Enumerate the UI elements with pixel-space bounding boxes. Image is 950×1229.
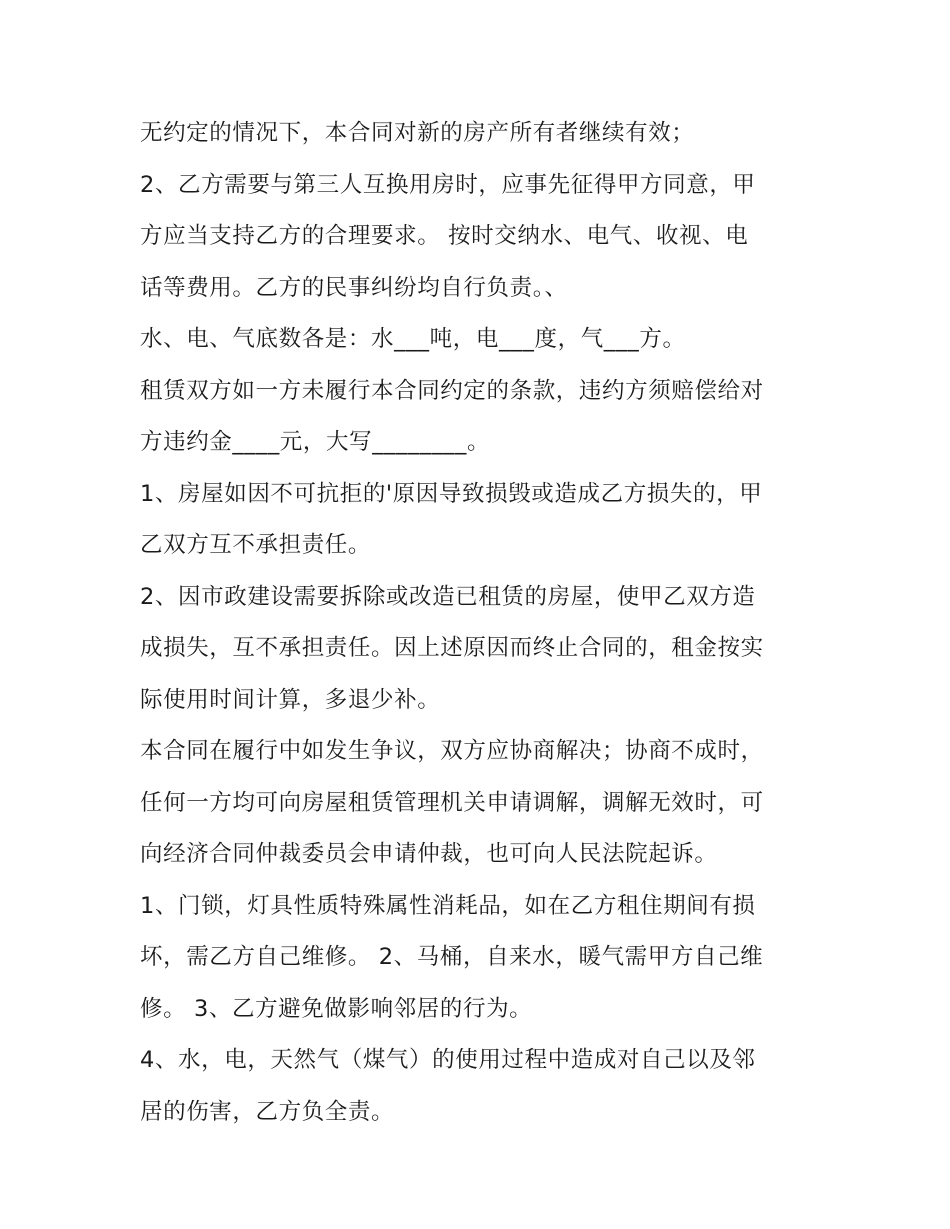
text-line: 方违约金____元，大写________。 bbox=[140, 429, 491, 455]
text-line: 2、因市政建设需要拆除或改造已租赁的房屋，使甲乙双方造 bbox=[140, 583, 756, 610]
text-line: 话等费用。乙方的民事纠纷均自行负责。、 bbox=[140, 274, 568, 301]
text-line: 修。 3、乙方避免做影响邻居的行为。 bbox=[140, 995, 533, 1022]
text-line: 2、乙方需要与第三人互换用房时，应事先征得甲方同意，甲 bbox=[140, 171, 756, 198]
text-line: 成损失，互不承担责任。因上述原因而终止合同的，租金按实 bbox=[140, 635, 764, 661]
document-body bbox=[140, 108, 830, 1138]
text-line: 无约定的情况下，本合同对新的房产所有者继续有效； bbox=[140, 120, 695, 146]
text-line: 租赁双方如一方未履行本合同约定的条款，违约方须赔偿给对 bbox=[140, 377, 764, 404]
text-line: 居的伤害，乙方负全责。 bbox=[140, 1098, 395, 1125]
text-line: 本合同在履行中如发生争议，双方应协商解决；协商不成时， bbox=[140, 738, 764, 764]
text-line: 1、房屋如因不可抗拒的'原因导致损毁或造成乙方损失的，甲 bbox=[140, 480, 763, 507]
text-line: 向经济合同仲裁委员会申请仲裁，也可向人民法院起诉。 bbox=[140, 841, 718, 867]
text-line: 方应当支持乙方的合理要求。 按时交纳水、电气、收视、电 bbox=[140, 223, 749, 249]
text-line: 际使用时间计算，多退少补。 bbox=[140, 686, 441, 713]
text-line: 任何一方均可向房屋租赁管理机关申请调解，调解无效时，可 bbox=[140, 789, 764, 816]
text-line: 水、电、气底数各是：水___吨，电___度，气___方。 bbox=[140, 326, 686, 352]
text-line: 乙双方互不承担责任。 bbox=[140, 532, 372, 558]
text-line: 坏，需乙方自己维修。 2、马桶，自来水，暖气需甲方自己维 bbox=[140, 944, 764, 970]
text-line: 4、水，电，天然气（煤气）的使用过程中造成对自己以及邻 bbox=[140, 1047, 756, 1073]
text-line: 1、门锁，灯具性质特殊属性消耗品，如在乙方租住期间有损 bbox=[140, 892, 756, 919]
